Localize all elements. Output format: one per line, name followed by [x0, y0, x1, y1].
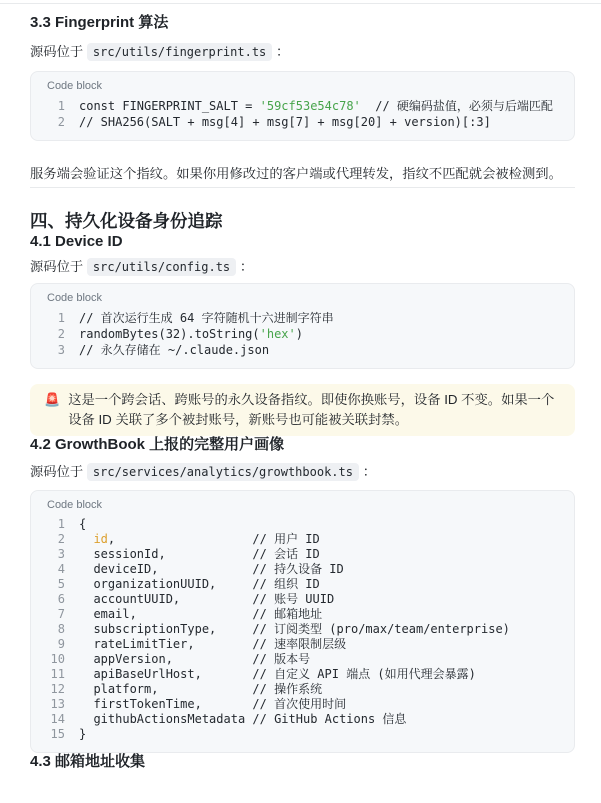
code-text: platform, // 操作系统	[79, 682, 323, 696]
code-text: {	[79, 517, 87, 531]
line-number: 15	[50, 727, 65, 741]
heading-section-4: 四、持久化设备身份追踪	[30, 211, 223, 231]
heading-3-3: 3.3 Fingerprint 算法	[30, 14, 169, 31]
heading-4-1: 4.1 Device ID	[30, 233, 123, 250]
code-line	[47, 310, 558, 326]
line-number: 4	[57, 562, 65, 576]
source-location-line	[30, 462, 575, 482]
line-number: 1	[57, 99, 65, 113]
code-line	[47, 326, 558, 342]
code-text: accountUUID, // 账号 UUID	[79, 592, 335, 606]
section-divider	[30, 187, 575, 188]
line-number: 7	[57, 607, 65, 621]
warning-callout	[30, 384, 575, 436]
code-block-growthbook	[30, 490, 575, 753]
code-text: // SHA256(SALT + msg[4] + msg[7] + msg[20] + version)[:3]	[79, 115, 491, 129]
line-number: 8	[57, 622, 65, 636]
line-number: 6	[57, 592, 65, 606]
line-number: 11	[50, 667, 65, 681]
inline-code-fingerprint-path: src/utils/fingerprint.ts	[87, 43, 272, 61]
code-line	[47, 532, 558, 547]
code-line	[47, 114, 558, 130]
code-line	[47, 98, 558, 114]
code-text: apiBaseUrlHost, // 自定义 API 端点 (如用代理会暴露)	[79, 667, 476, 681]
code-lines	[47, 98, 558, 130]
line-number: 3	[57, 547, 65, 561]
code-text: firstTokenTime, // 首次使用时间	[79, 697, 347, 711]
alert-emoji-icon: 🚨	[44, 392, 61, 407]
code-line	[47, 577, 558, 592]
paragraph-fingerprint-note: 服务端会验证这个指纹。如果你用修改过的客户端或代理转发，指纹不匹配就会被检测到。	[30, 166, 562, 181]
code-block-device-id	[30, 283, 575, 369]
source-location-line	[30, 257, 575, 277]
source-prefix-label: 源码位于	[30, 464, 84, 479]
code-text: id, // 用户 ID	[93, 532, 320, 546]
source-prefix-label: 源码位于	[30, 259, 84, 274]
line-number: 1	[57, 517, 65, 531]
code-text: email, // 邮箱地址	[79, 607, 323, 621]
document-body	[0, 4, 601, 771]
code-line	[47, 517, 558, 532]
colon-label: ：	[275, 44, 290, 59]
heading-4-3-partial: 4.3 邮箱地址收集	[30, 753, 146, 770]
code-line	[47, 667, 558, 682]
line-number: 14	[50, 712, 65, 726]
line-number: 1	[57, 311, 65, 325]
source-location-line	[30, 42, 575, 62]
code-text: rateLimitTier, // 速率限制层级	[79, 637, 347, 651]
line-number: 2	[57, 115, 65, 129]
colon-label: ：	[239, 259, 254, 274]
code-text: randomBytes(32).toString('hex')	[79, 327, 303, 341]
code-block-fingerprint	[30, 71, 575, 141]
code-line	[47, 607, 558, 622]
code-text: sessionId, // 会话 ID	[79, 547, 320, 561]
code-line	[47, 622, 558, 637]
code-line	[47, 682, 558, 697]
code-text: }	[79, 727, 87, 741]
line-number: 13	[50, 697, 65, 711]
line-number: 2	[57, 327, 65, 341]
code-text: deviceID, // 持久设备 ID	[79, 562, 344, 576]
warning-callout-text: 这是一个跨会话、跨账号的永久设备指纹。即使你换账号，设备 ID 不变。如果一个设备 ID 关联了多个被封账号，新账号也可能被关联封禁。	[68, 392, 555, 427]
line-number: 3	[57, 343, 65, 357]
code-line	[47, 342, 558, 358]
code-block-label: Code block	[47, 499, 103, 511]
code-block-label: Code block	[47, 292, 103, 304]
line-number: 2	[57, 532, 65, 546]
code-text: // 首次运行生成 64 字符随机十六进制字符串	[79, 311, 334, 325]
source-prefix-label: 源码位于	[30, 44, 84, 59]
code-line	[47, 592, 558, 607]
heading-4-2: 4.2 GrowthBook 上报的完整用户画像	[30, 436, 285, 453]
code-block-label: Code block	[47, 80, 103, 92]
inline-code-config-path: src/utils/config.ts	[87, 258, 236, 276]
inline-code-growthbook-path: src/services/analytics/growthbook.ts	[87, 463, 359, 481]
code-line	[47, 712, 558, 727]
code-line	[47, 727, 558, 742]
code-text: appVersion, // 版本号	[79, 652, 311, 666]
line-number: 5	[57, 577, 65, 591]
code-text: organizationUUID, // 组织 ID	[79, 577, 320, 591]
code-line	[47, 637, 558, 652]
line-number: 10	[50, 652, 65, 666]
code-text: subscriptionType, // 订阅类型 (pro/max/team/enterprise)	[79, 622, 510, 636]
code-line	[47, 562, 558, 577]
code-line	[47, 652, 558, 667]
code-text: // 永久存储在 ~/.claude.json	[79, 343, 270, 357]
line-number: 12	[50, 682, 65, 696]
line-number: 9	[57, 637, 65, 651]
code-line	[47, 547, 558, 562]
code-text: const FINGERPRINT_SALT = '59cf53e54c78' // 硬编码盐值，必须与后端匹配	[79, 99, 553, 113]
code-line	[47, 697, 558, 712]
colon-label: ：	[362, 464, 376, 479]
code-lines	[47, 517, 558, 742]
code-text: githubActionsMetadata // GitHub Actions 信息	[79, 712, 407, 726]
code-lines	[47, 310, 558, 358]
